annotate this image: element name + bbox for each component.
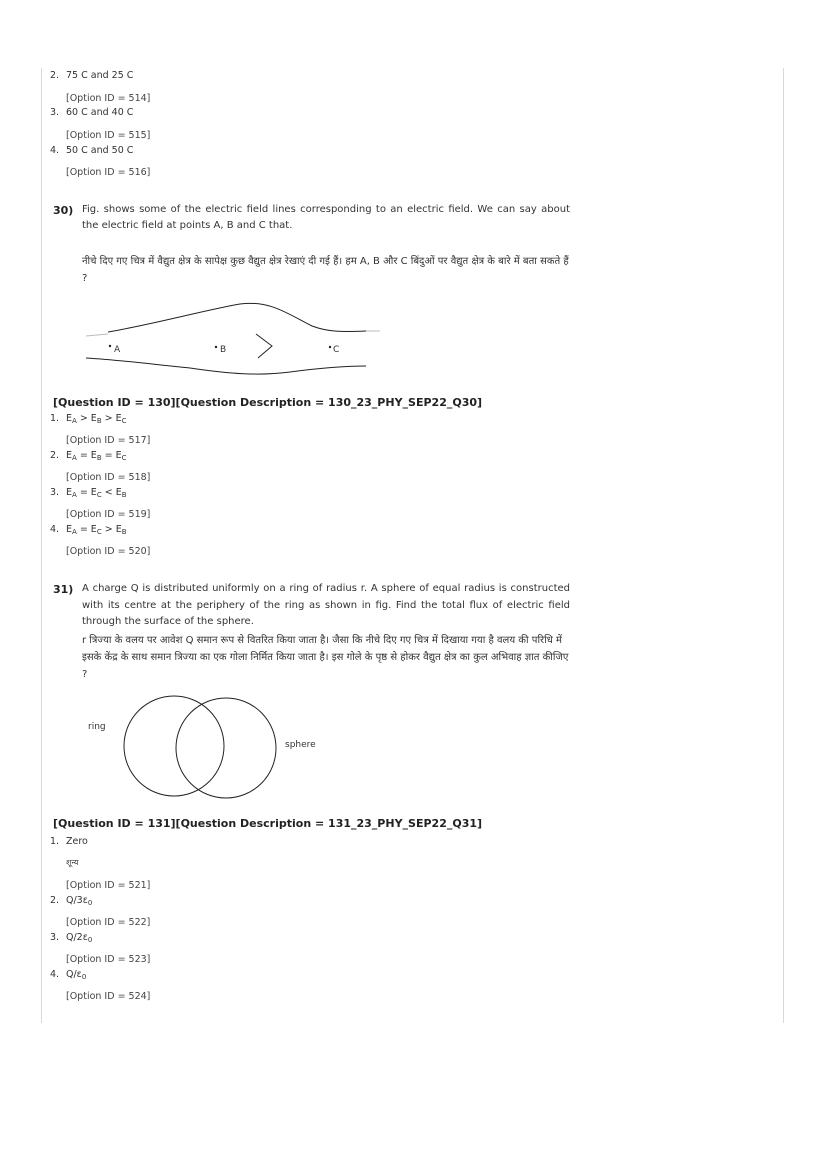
option-row: 4. 50 C and 50 C <box>50 145 134 156</box>
option-id: [Option ID = 524] <box>66 991 151 1002</box>
option-row: 4. $E_A = E_C > E_B$ <box>50 524 127 536</box>
option-text: 75 C and 25 C <box>66 70 134 81</box>
option-row: 3. 60 C and 40 C <box>50 107 134 118</box>
option-row: 1. Zero <box>50 836 88 847</box>
question-number: 31) <box>53 583 74 596</box>
ring-label: ring <box>88 722 106 732</box>
option-id: [Option ID = 515] <box>66 130 151 141</box>
option-id: [Option ID = 520] <box>66 546 151 557</box>
sphere-label: sphere <box>285 740 316 750</box>
point-a-label: A <box>114 345 121 355</box>
option-row: 2. $E_A = E_B = E_C$ <box>50 450 127 462</box>
option-text: 50 C and 50 C <box>66 145 134 156</box>
ring-sphere-figure <box>118 692 288 804</box>
question-id-label: [Question ID = 131][Question Description = 131_23_PHY_SEP22_Q31] <box>53 817 483 830</box>
option-id: [Option ID = 516] <box>66 167 151 178</box>
electric-field-lines-figure <box>80 292 390 388</box>
option-row: 3. $E_A = E_C < E_B$ <box>50 487 127 499</box>
option-row: 1. $E_A > E_B > E_C$ <box>50 413 127 425</box>
option-row: 2. $Q/3\varepsilon_0$ <box>50 895 93 907</box>
page-border-right <box>783 68 784 1023</box>
question-text-hindi: नीचे दिए गए चित्र में वैद्युत क्षेत्र के सापेक्ष कुछ वैद्युत क्षेत्र रेखाएं दी गई हैं। हम A, B और C बिंदुओं पर वैद्युत क्षेत्र के बारे में बता सकते हैं ? <box>82 256 569 284</box>
option-id: [Option ID = 519] <box>66 509 151 520</box>
option-text: 60 C and 40 C <box>66 107 134 118</box>
option-id: [Option ID = 517] <box>66 435 151 446</box>
question-text-hindi: r त्रिज्या के वलय पर आवेश Q समान रूप से वितरित किया जाता है। जैसा कि नीचे दिए गए चित्र में दिखाया गया है वलय की परिधि में इसके केंद्र के साथ समान त्रिज्या का एक गोला निर्मित किया जाता है। इस गोले के पृष्ठ से होकर वैद्युत क्षेत्र का कुल अभिवाह ज्ञात कीजिए ? <box>82 635 569 680</box>
option-id: [Option ID = 521] <box>66 880 151 891</box>
option-row: 4. $Q/\varepsilon_0$ <box>50 969 87 981</box>
page-border-left <box>41 68 42 1023</box>
option-id: [Option ID = 523] <box>66 954 151 965</box>
question-id-label: [Question ID = 130][Question Description = 130_23_PHY_SEP22_Q30] <box>53 396 483 409</box>
question-text-english: Fig. shows some of the electric field lines corresponding to an electric field. We can say about the electric field at points A, B and C that. <box>82 204 570 231</box>
option-row: 3. $Q/2\varepsilon_0$ <box>50 932 93 944</box>
question-text-english: A charge Q is distributed uniformly on a ring of radius r. A sphere of equal radius is constructed with its centre at the periphery of the ring as shown in fig. Find the total flux of electric field through the surface of the sphere. <box>82 583 570 627</box>
option-id: [Option ID = 518] <box>66 472 151 483</box>
point-c-label: C <box>333 345 340 355</box>
option-id: [Option ID = 522] <box>66 917 151 928</box>
point-b-label: B <box>220 345 227 355</box>
option-row: 2. 75 C and 25 C <box>50 70 134 81</box>
option-id: [Option ID = 514] <box>66 93 151 104</box>
option-hindi-text: शून्य <box>66 858 79 867</box>
question-number: 30) <box>53 204 74 217</box>
